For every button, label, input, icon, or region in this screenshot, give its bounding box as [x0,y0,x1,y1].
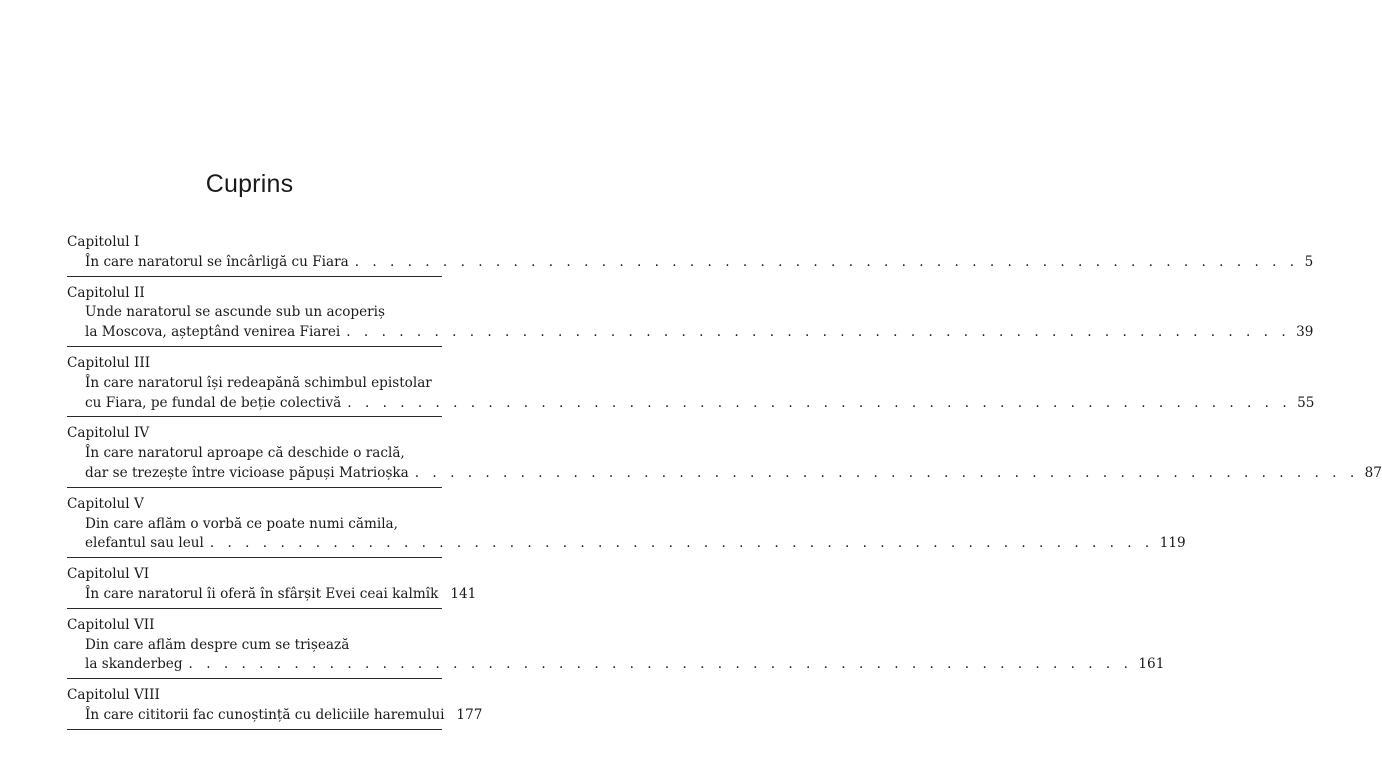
chapter-description-line: În care naratorul îi oferă în sfârșit Evei ceai kalmîk [85,585,439,602]
page-number: 55 [1297,394,1315,411]
chapter-label: Capitolul III [67,354,151,371]
chapter-label: Capitolul VII [67,616,155,633]
chapter-last-line [85,534,1186,554]
dot-leader: . . . . . . . . . . . . . . . . . . . . . . . . . . . . . . . . . . . . . . . . . . . . . . . . . . . . . . [347,394,1292,411]
page-number: 119 [1159,535,1186,552]
chapter-description [67,374,1315,414]
chapter-description-line: la skanderbeg [85,656,183,673]
chapter-last-line [85,585,477,605]
chapter-description [67,585,477,605]
chapter-description-line: cu Fiara, pe fundal de beție colectivă [85,394,342,411]
chapter-label: Capitolul V [67,495,144,512]
table-of-contents [67,233,1382,730]
dot-leader: . . . . . . . . . . . . . . . . . . . . . . . . . . . . . . . . . . . . . . . . . . . . . . . . . . . . . . [346,324,1291,341]
chapter-description [67,706,483,726]
chapter-label: Capitolul IV [67,425,150,442]
page-number: 5 [1304,253,1314,270]
chapter-description-line: În care cititorii fac cunoștință cu deliciile haremului [85,706,445,723]
page-number: 87 [1364,464,1382,481]
chapter-description-line: la Moscova, așteptând venirea Fiarei [85,324,341,341]
toc-entry [67,284,1314,347]
page-number: 161 [1138,656,1165,673]
page-number: 177 [456,706,483,723]
chapter-description-line: În care naratorul se încârligă cu Fiara [85,253,349,270]
chapter-description-line: În care naratorul își redeapănă schimbul epistolar [85,374,432,391]
dot-leader: . . . . . . . . . . . . . . . . . . . . . . . . . . . . . . . . . . . . . . . . . . . . . . . . . . . . . . [209,535,1154,552]
chapter-last-line [85,706,483,726]
chapter-description-line: Unde naratorul se ascunde sub un acoperiș [85,304,385,321]
toc-entry [67,565,477,609]
toc-entry [67,495,1186,558]
chapter-last-line [85,253,1314,273]
chapter-description-line: În care naratorul aproape că deschide o raclă, [85,445,405,462]
chapter-description [67,515,1186,555]
toc-entry [67,616,1165,679]
chapter-last-line [85,394,1315,414]
dot-leader: . . . . . . . . . . . . . . . . . . . . . . . . . . . . . . . . . . . . . . . . . . . . . . . . . . . . . . [188,656,1133,673]
chapter-label: Capitolul VI [67,566,150,583]
chapter-description-line: Din care aflăm despre cum se trișează [85,636,350,653]
chapter-label: Capitolul II [67,284,145,301]
toc-entry [67,686,483,730]
chapter-last-line [85,323,1314,343]
chapter-label: Capitolul VIII [67,687,160,704]
page-number: 39 [1296,324,1314,341]
dot-leader: . . . . . . . . . . . . . . . . . . . . . . . . . . . . . . . . . . . . . . . . . . . . . . . . . . . . . . [414,464,1359,481]
chapter-last-line [85,464,1382,484]
chapter-description-line: dar se trezește între vicioase păpuși Matrioșka [85,464,409,481]
page-title: Cuprins [205,170,294,198]
chapter-description [67,444,1382,484]
chapter-description [67,303,1314,343]
chapter-description-line: elefantul sau leul [85,535,204,552]
toc-entry [67,354,1315,417]
dot-leader: . . . . . . . . . . . . . . . . . . . . . . . . . . . . . . . . . . . . . . . . . . . . . . . . . . . . . . [354,253,1299,270]
toc-entry [67,233,1314,277]
page-number: 141 [450,585,477,602]
toc-entry [67,424,1382,487]
chapter-description [67,253,1314,273]
chapter-description [67,636,1165,676]
chapter-label: Capitolul I [67,234,140,250]
chapter-last-line [85,655,1165,675]
chapter-description-line: Din care aflăm o vorbă ce poate numi cămila, [85,515,398,532]
